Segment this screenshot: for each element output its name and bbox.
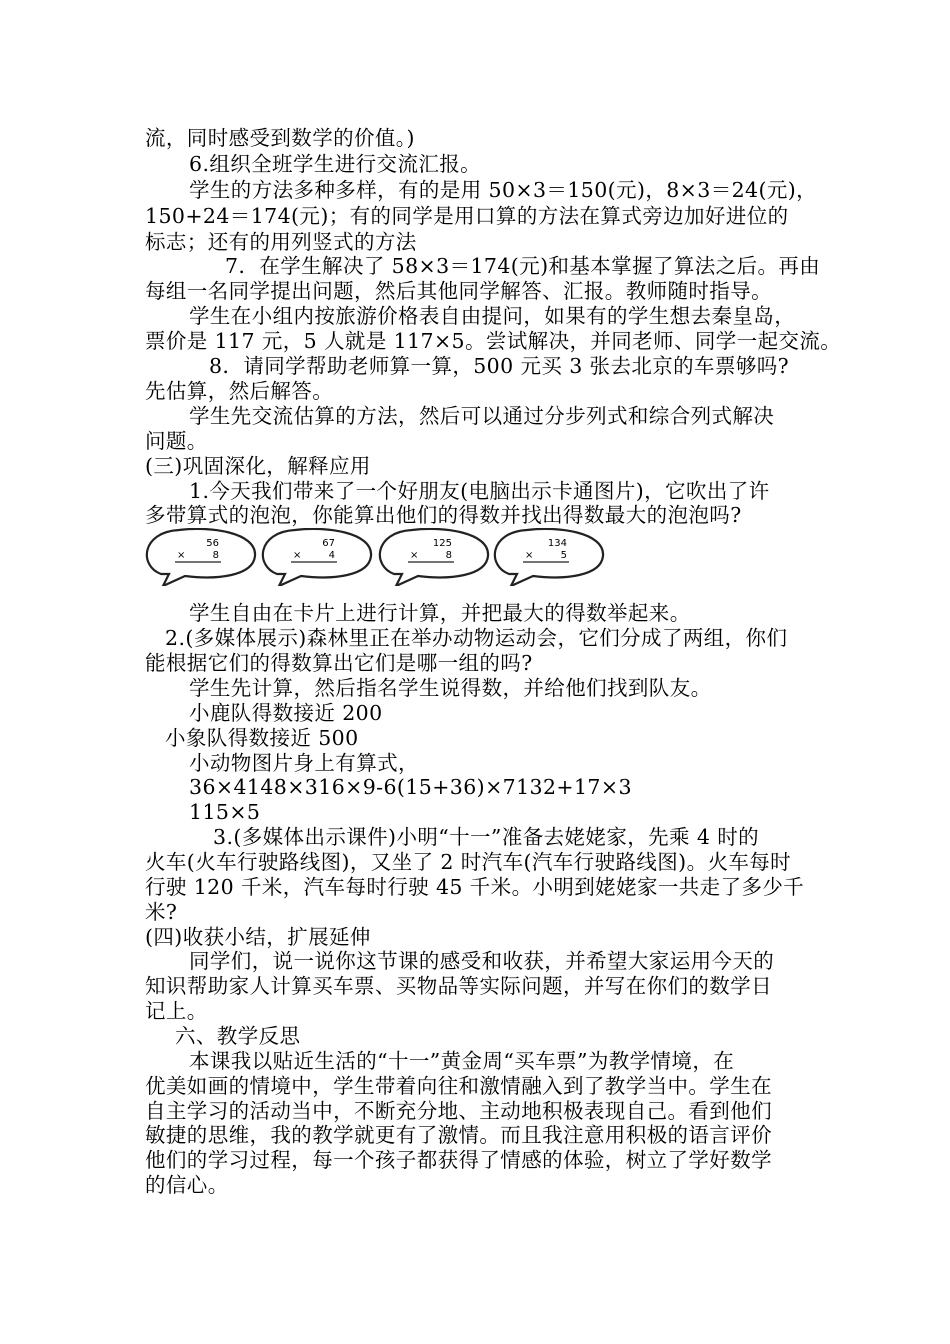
text-line: 火车(火车行驶路线图)，又坐了 2 时汽车(汽车行驶路线图)。火车每时 bbox=[145, 850, 792, 874]
section-heading: 六、教学反思 bbox=[175, 1024, 301, 1048]
formula-bubble bbox=[263, 529, 371, 586]
text-line: 流，同时感受到数学的价值。) bbox=[145, 126, 415, 150]
text-line: 学生先计算，然后指名学生说得数，并给他们找到队友。 bbox=[189, 676, 712, 700]
bubble-multiplier: 8 bbox=[212, 550, 219, 561]
text-line: 36×4148×316×9-6(15+36)×7132+17×3 bbox=[189, 775, 632, 799]
text-line: 学生在小组内按旅游价格表自由提问，如果有的学生想去秦皇岛， bbox=[189, 304, 796, 328]
text-line: 150+24＝174(元)；有的同学是用口算的方法在算式旁边加好进位的 bbox=[145, 204, 789, 228]
text-line: 115×5 bbox=[189, 800, 261, 824]
text-line: 问题。 bbox=[145, 429, 208, 453]
text-line: 8．请同学帮助老师算一算，500 元买 3 张去北京的车票够吗? bbox=[209, 354, 790, 378]
bubble-multiplicand: 125 bbox=[432, 538, 452, 549]
text-line: 知识帮助家人计算买车票、买物品等实际问题，并写在你们的数学日 bbox=[145, 974, 772, 998]
text-line: 2.(多媒体展示)森林里正在举办动物运动会，它们分成了两组，你们 bbox=[165, 626, 788, 650]
text-line: 自主学习的活动当中，不断充分地、主动地积极表现自己。看到他们 bbox=[145, 1099, 772, 1123]
text-line: 学生自由在卡片上进行计算，并把最大的得数举起来。 bbox=[189, 601, 691, 625]
text-line: 本课我以贴近生活的“十一”黄金周“买车票”为教学情境，在 bbox=[189, 1049, 735, 1073]
section-heading: (四)收获小结，扩展延伸 bbox=[145, 925, 371, 949]
text-line: 先估算，然后解答。 bbox=[145, 379, 334, 403]
bubble-multiplier: 5 bbox=[560, 550, 567, 561]
text-line: 学生先交流估算的方法，然后可以通过分步列式和综合列式解决 bbox=[189, 404, 775, 428]
text-line: 小象队得数接近 500 bbox=[165, 726, 359, 750]
text-line: 3.(多媒体出示课件)小明“十一”准备去姥姥家，先乘 4 时的 bbox=[213, 825, 759, 849]
text-line: 能根据它们的得数算出它们是哪一组的吗? bbox=[145, 651, 533, 675]
text-line: 票价是 117 元，5 人就是 117×5。尝试解决，并同老师、同学一起交流。 bbox=[145, 329, 842, 353]
bubble-operator: × bbox=[525, 550, 534, 561]
text-line: 7．在学生解决了 58×3＝174(元)和基本掌握了算法之后。再由 bbox=[225, 254, 821, 278]
text-line: 记上。 bbox=[145, 999, 208, 1023]
text-line: 6.组织全班学生进行交流汇报。 bbox=[189, 152, 482, 176]
text-line: 优美如画的情境中，学生带着向往和激情融入到了教学当中。学生在 bbox=[145, 1074, 772, 1098]
text-line: 1.今天我们带来了一个好朋友(电脑出示卡通图片)，它吹出了许 bbox=[189, 479, 770, 503]
formula-bubbles-image bbox=[145, 528, 610, 586]
bubble-multiplicand: 56 bbox=[206, 538, 219, 549]
text-line: 米? bbox=[145, 900, 178, 924]
formula-bubble bbox=[380, 529, 488, 586]
text-line: 他们的学习过程，每一个孩子都获得了情感的体验，树立了学好数学 bbox=[145, 1148, 772, 1172]
bubble-multiplier: 4 bbox=[328, 550, 335, 561]
formula-bubble bbox=[495, 529, 603, 586]
bubble-multiplicand: 67 bbox=[322, 538, 335, 549]
text-line: 行驶 120 千米，汽车每时行驶 45 千米。小明到姥姥家一共走了多少千 bbox=[145, 875, 805, 899]
text-line: 标志；还有的用列竖式的方法 bbox=[145, 230, 417, 254]
text-line: 小鹿队得数接近 200 bbox=[189, 701, 383, 725]
bubble-operator: × bbox=[293, 550, 302, 561]
text-line: 学生的方法多种多样，有的是用 50×3＝150(元)，8×3＝24(元)， bbox=[189, 178, 818, 202]
text-line: 的信心。 bbox=[145, 1173, 229, 1197]
bubble-multiplier: 8 bbox=[445, 550, 452, 561]
text-line: 敏捷的思维，我的教学就更有了激情。而且我注意用积极的语言评价 bbox=[145, 1123, 772, 1147]
text-line: 同学们，说一说你这节课的感受和收获，并希望大家运用今天的 bbox=[189, 949, 775, 973]
bubble-operator: × bbox=[410, 550, 419, 561]
text-line: 每组一名同学提出问题，然后其他同学解答、汇报。教师随时指导。 bbox=[145, 279, 772, 303]
bubble-operator: × bbox=[177, 550, 186, 561]
text-line: 小动物图片身上有算式， bbox=[189, 751, 419, 775]
formula-bubble bbox=[147, 529, 255, 586]
section-heading: (三)巩固深化，解释应用 bbox=[145, 454, 371, 478]
text-line: 多带算式的泡泡，你能算出他们的得数并找出得数最大的泡泡吗? bbox=[145, 503, 742, 527]
bubble-multiplicand: 134 bbox=[547, 538, 567, 549]
